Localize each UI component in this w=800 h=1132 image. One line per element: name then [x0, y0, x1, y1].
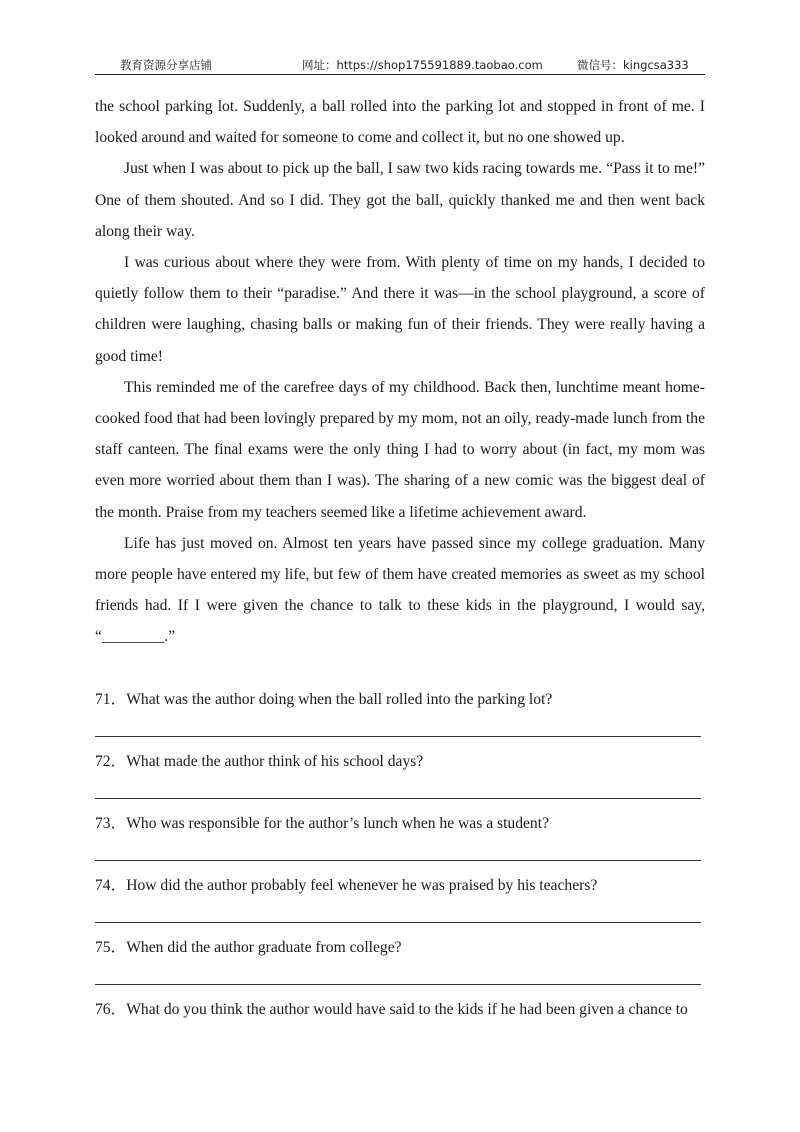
question-text: 76．What do you think the author would have said to the kids if he had been given a chance to: [95, 1001, 688, 1018]
question-text: 73．Who was responsible for the author’s lunch when he was a student?: [95, 815, 549, 832]
question-text: 71．What was the author doing when the ball rolled into the parking lot?: [95, 691, 553, 708]
page-header: [95, 56, 705, 75]
header-shop-url: 网址：https://shop175591889.taobao.com: [302, 58, 543, 72]
question-76: [95, 994, 705, 1056]
passage-paragraph-4: This reminded me of the carefree days of my childhood. Back then, lunchtime meant home-cooked food that had been lovingly prepared by my mom, not an oily, ready-made lunch from the staff canteen. The final exams were the only thing I had to worry about (in fact, my mom was even more worried about them than I was). The sharing of a new comic was the biggest deal of the month. Praise from my teachers seemed like a lifetime achievement award.: [95, 378, 705, 521]
question-text: 74．How did the author probably feel whenever he was praised by his teachers?: [95, 877, 598, 894]
question-72: [95, 746, 705, 808]
answer-line[interactable]: [95, 922, 701, 923]
question-text: 75．When did the author graduate from college?: [95, 939, 402, 956]
question-75: [95, 932, 705, 994]
passage-paragraph-1: the school parking lot. Suddenly, a ball rolled into the parking lot and stopped in front of me. I looked around and waited for someone to come and collect it, but no one showed up.: [95, 98, 705, 147]
passage-paragraph-2: Just when I was about to pick up the ball, I saw two kids racing towards me. “Pass it to me!” One of them shouted. And so I did. They got the ball, quickly thanked me and then went back along their way.: [95, 160, 705, 240]
answer-line[interactable]: [95, 860, 701, 861]
reading-passage: [95, 91, 705, 653]
question-73: [95, 808, 705, 870]
question-74: [95, 870, 705, 932]
header-shop-name: 教育资源分享店铺: [120, 58, 212, 72]
answer-line[interactable]: [95, 798, 701, 799]
passage-paragraph-3: I was curious about where they were from. With plenty of time on my hands, I decided to quietly follow them to their “paradise.” And there it was—in the school playground, a score of children were laughing, chasing balls or making fun of their friends. They were really having a good time!: [95, 254, 705, 365]
question-text: 72．What made the author think of his school days?: [95, 753, 424, 770]
question-list: [95, 684, 705, 1056]
answer-line[interactable]: [95, 984, 701, 985]
passage-paragraph-5: Life has just moved on. Almost ten years have passed since my college graduation. Many more people have entered my life, but few of them have created memories as sweet as my school friends had. If I were given the chance to talk to these kids in the playground, I would say, “________.”: [95, 534, 705, 646]
question-71: [95, 684, 705, 746]
header-wechat-id: 微信号：kingcsa333: [577, 58, 689, 72]
answer-line[interactable]: [95, 736, 701, 737]
